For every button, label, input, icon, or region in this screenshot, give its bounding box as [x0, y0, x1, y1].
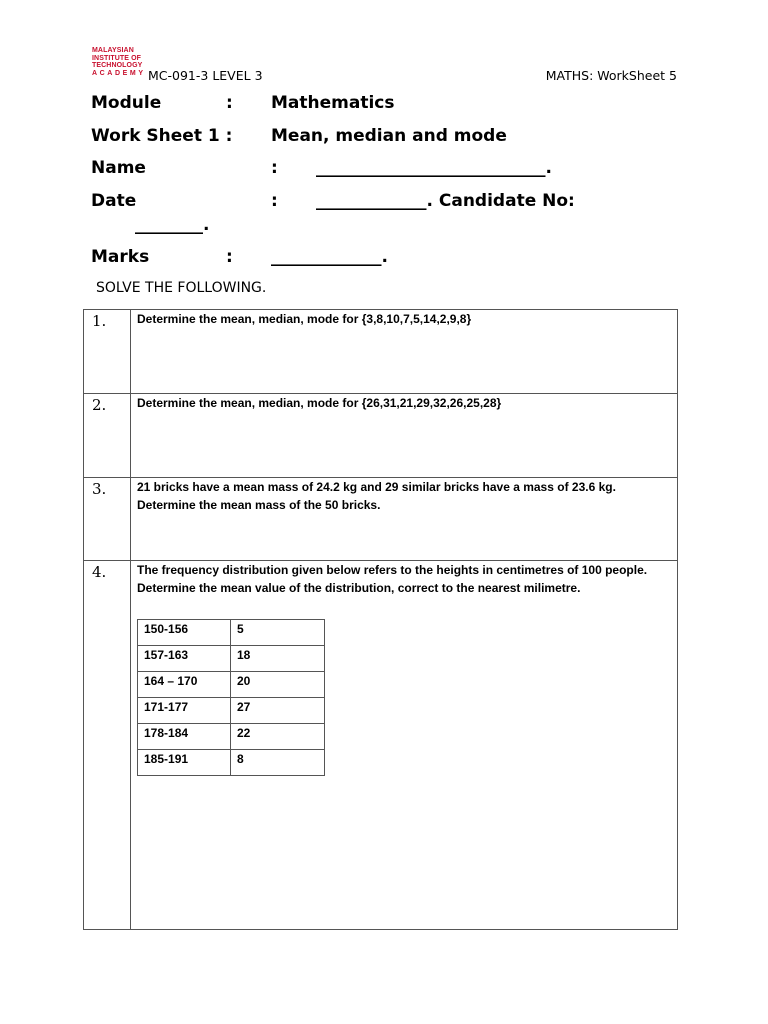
worksheet-value: Mean, median and mode: [271, 126, 507, 146]
frequency: 22: [231, 724, 325, 750]
date-colon: :: [271, 191, 278, 211]
worksheet-id: MATHS: WorkSheet 5: [545, 68, 677, 83]
worksheet-label: Work Sheet 1 :: [91, 126, 233, 146]
question-number: 2.: [84, 394, 131, 478]
candidate-no-blank: ________.: [135, 215, 210, 235]
name-blank: ___________________________.: [316, 158, 552, 178]
question-text: Determine the mean, median, mode for {26,31,21,29,32,26,25,28}: [131, 394, 678, 478]
question-row: [84, 310, 678, 394]
question-text: Determine the mean, median, mode for {3,8,10,7,5,14,2,9,8}: [131, 310, 678, 394]
date-blank: _____________. Candidate No:: [316, 191, 575, 211]
question-text: 21 bricks have a mean mass of 24.2 kg and 29 similar bricks have a mass of 23.6 kg. Determine the mean mass of the 50 bricks.: [131, 478, 678, 561]
date-label: Date: [91, 191, 137, 211]
frequency-table: [137, 619, 325, 776]
instruction: SOLVE THE FOLLOWING.: [96, 280, 267, 296]
height-range: 171-177: [138, 698, 231, 724]
frequency: 8: [231, 750, 325, 776]
height-range: 185-191: [138, 750, 231, 776]
question-row: [84, 478, 678, 561]
height-range: 164 – 170: [138, 672, 231, 698]
logo-line: INSTITUTE OF: [92, 54, 142, 62]
marks-label: Marks: [91, 247, 150, 267]
question-row: [84, 394, 678, 478]
marks-blank: _____________.: [271, 247, 388, 267]
logo-line: TECHNOLOGY: [92, 62, 143, 70]
question-text: The frequency distribution given below refers to the heights in centimetres of 100 people. Determine the mean value of the distribution, correct to the nearest milimetre. 150-156 5 157-163 18 164 – 170 20 171-177 27 178-184 22 185-191 8: [131, 561, 678, 930]
frequency-row: [138, 750, 325, 776]
marks-colon: :: [226, 247, 233, 267]
module-label: Module: [91, 93, 162, 113]
logo-line: MALAYSIAN: [92, 47, 134, 54]
course-code: MC-091-3 LEVEL 3: [148, 68, 263, 83]
question-number: 4.: [84, 561, 131, 930]
module-colon: :: [226, 93, 233, 113]
question-number: 1.: [84, 310, 131, 394]
frequency-row: [138, 698, 325, 724]
frequency-row: [138, 620, 325, 646]
frequency: 27: [231, 698, 325, 724]
question-number: 3.: [84, 478, 131, 561]
frequency: 20: [231, 672, 325, 698]
name-colon: :: [271, 158, 278, 178]
frequency-row: [138, 646, 325, 672]
questions-table: [83, 309, 678, 930]
height-range: 150-156: [138, 620, 231, 646]
question-row: [84, 561, 678, 930]
height-range: 178-184: [138, 724, 231, 750]
frequency: 18: [231, 646, 325, 672]
frequency-row: [138, 724, 325, 750]
module-value: Mathematics: [271, 93, 395, 113]
height-range: 157-163: [138, 646, 231, 672]
frequency: 5: [231, 620, 325, 646]
institute-logo: [92, 47, 150, 77]
frequency-row: [138, 672, 325, 698]
name-label: Name: [91, 158, 146, 178]
logo-line: ACADEMY: [92, 69, 146, 77]
